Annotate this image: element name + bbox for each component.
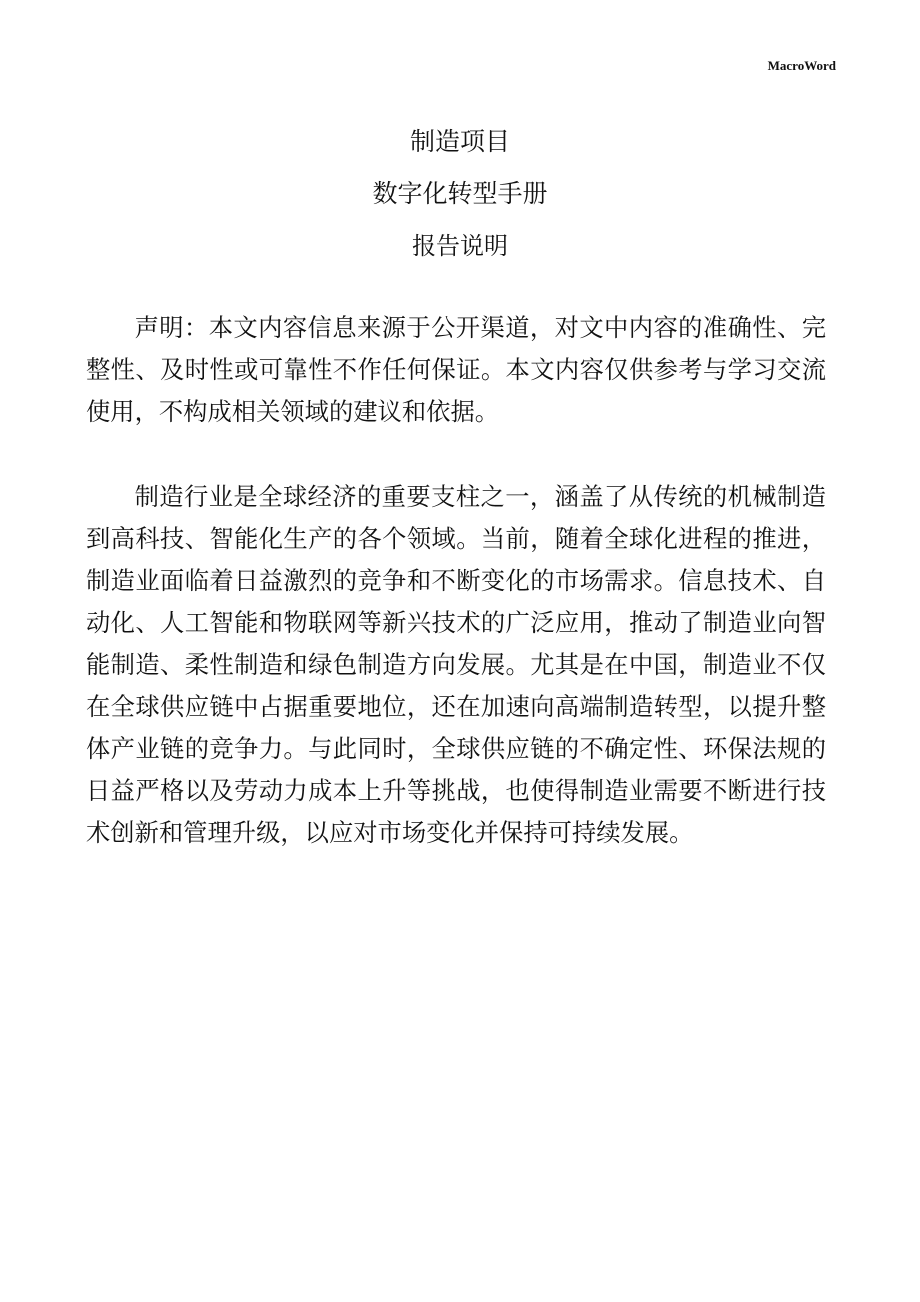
- section-heading: 报告说明: [412, 232, 508, 260]
- document-title-line2: 数字化转型手册: [372, 179, 548, 208]
- intro-paragraph: 制造行业是全球经济的重要支柱之一，涵盖了从传统的机械制造到高科技、智能化生产的各个领域。当前，随着全球化进程的推进，制造业面临着日益激烈的竞争和不断变化的市场需求。信息技术、自动化、人工智能和物联网等新兴技术的广泛应用，推动了制造业向智能制造、柔性制造和绿色制造方向发展。尤其是在中国，制造业不仅在全球供应链中占据重要地位，还在加速向高端制造转型，以提升整体产业链的竞争力。与此同时，全球供应链的不确定性、环保法规的日益严格以及劳动力成本上升等挑战，也使得制造业需要不断进行技术创新和管理升级，以应对市场变化并保持可持续发展。: [86, 482, 826, 847]
- disclaimer-paragraph: 声明：本文内容信息来源于公开渠道，对文中内容的准确性、完整性、及时性或可靠性不作任何保证。本文内容仅供参考与学习交流使用，不构成相关领域的建议和依据。: [86, 313, 826, 426]
- document-body: [86, 307, 826, 897]
- header-brand: MacroWord: [767, 58, 836, 73]
- document-title-line1: 制造项目: [409, 127, 510, 156]
